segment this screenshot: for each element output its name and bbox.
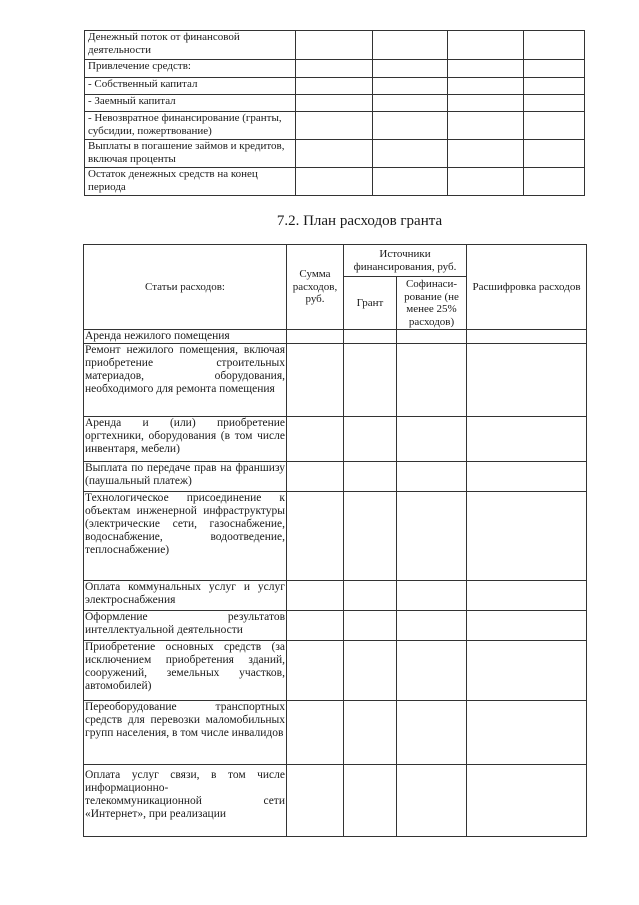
expense-item-text: Ремонт нежилого помещения, включая приобретение строительных материадов, оборудования, необходимого для ремонта помещения xyxy=(85,344,285,395)
table-cell xyxy=(467,765,587,837)
table-row xyxy=(85,60,585,78)
table-cell xyxy=(296,31,373,60)
table-cell xyxy=(287,701,344,765)
table-cell xyxy=(448,31,524,60)
table-row xyxy=(84,417,587,462)
header-breakdown: Расшифровка расходов xyxy=(467,245,587,330)
table-cell xyxy=(296,60,373,78)
expenses-table xyxy=(83,244,587,837)
cashflow-row-label: - Невозвратное финансирование (гранты, субсидии, пожертвование) xyxy=(85,112,296,140)
table-cell xyxy=(344,765,397,837)
table-cell xyxy=(344,417,397,462)
table-row xyxy=(84,765,587,837)
table-cell xyxy=(373,31,448,60)
table-cell xyxy=(373,112,448,140)
table-cell xyxy=(287,641,344,701)
table-cell xyxy=(344,701,397,765)
table-cell xyxy=(397,492,467,581)
table-row xyxy=(84,492,587,581)
table-cell xyxy=(344,641,397,701)
expense-item-label xyxy=(84,641,287,701)
table-cell xyxy=(448,112,524,140)
table-cell xyxy=(296,140,373,168)
table-cell xyxy=(467,581,587,611)
table-cell xyxy=(448,78,524,95)
header-grant: Грант xyxy=(344,277,397,330)
table-cell xyxy=(397,417,467,462)
table-row xyxy=(85,31,585,60)
table-cell xyxy=(287,344,344,417)
table-cell xyxy=(524,140,585,168)
table-row xyxy=(84,462,587,492)
table-cell xyxy=(373,168,448,196)
table-cell xyxy=(344,581,397,611)
expense-item-text: Аренда нежилого помещения xyxy=(85,330,230,342)
table-cell xyxy=(524,31,585,60)
section-title: 7.2. План расходов гранта xyxy=(276,213,443,229)
header-cofinancing: Софинаси-рование (не менее 25% расходов) xyxy=(397,277,467,330)
expense-item-text: Выплата по передаче прав на франшизу (паушальный платеж) xyxy=(85,462,285,487)
cashflow-row-label: Привлечение средств: xyxy=(85,60,296,78)
cashflow-row-label: Денежный поток от финансовой деятельности xyxy=(85,31,296,60)
table-cell xyxy=(344,611,397,641)
table-cell xyxy=(448,168,524,196)
table-cell xyxy=(397,611,467,641)
table-cell xyxy=(344,492,397,581)
table-row xyxy=(85,112,585,140)
expense-item-text: Технологическое присоединение к объектам инженерной инфраструктуры (электрические сети, газоснабжение, водоснабжение, водоотведение, теплоснабжение) xyxy=(85,492,285,556)
expense-item-label xyxy=(84,462,287,492)
expense-item-text: Оформление результатов интеллектуальной деятельности xyxy=(85,611,285,636)
table-cell xyxy=(287,611,344,641)
table-cell xyxy=(344,462,397,492)
table-cell xyxy=(397,641,467,701)
expense-item-label xyxy=(84,611,287,641)
table-cell xyxy=(397,330,467,344)
table-cell xyxy=(467,492,587,581)
header-items: Статьи расходов: xyxy=(84,245,287,330)
table-cell xyxy=(344,330,397,344)
table-row xyxy=(85,95,585,112)
table-cell xyxy=(448,140,524,168)
expense-item-label xyxy=(84,344,287,417)
expense-item-label xyxy=(84,581,287,611)
table-cell xyxy=(467,330,587,344)
table-cell xyxy=(373,95,448,112)
expense-item-text: Оплата услуг связи, в том числе информационно-телекоммуникационной сети «Интернет», при реализации xyxy=(85,769,285,820)
table-cell xyxy=(524,112,585,140)
table-cell xyxy=(524,95,585,112)
table-cell xyxy=(448,60,524,78)
table-row xyxy=(84,611,587,641)
table-cell xyxy=(397,701,467,765)
table-cell xyxy=(467,462,587,492)
table-cell xyxy=(287,765,344,837)
table-cell xyxy=(296,95,373,112)
expense-item-label xyxy=(84,417,287,462)
table-cell xyxy=(467,611,587,641)
table-cell xyxy=(524,78,585,95)
table-header-row xyxy=(84,245,587,277)
table-cell xyxy=(397,765,467,837)
table-cell xyxy=(448,95,524,112)
table-cell xyxy=(344,344,397,417)
table-cell xyxy=(467,344,587,417)
expense-item-text: Переоборудование транспортных средств для перевозки маломобильных групп населения, в том числе инвалидов xyxy=(85,701,285,739)
cashflow-table xyxy=(84,30,585,196)
table-cell xyxy=(467,641,587,701)
table-row xyxy=(85,78,585,95)
expense-item-text: Приобретение основных средств (за исключением приобретения зданий, сооружений, земельных участков, автомобилей) xyxy=(85,641,285,692)
expense-item-label xyxy=(84,330,287,344)
table-row xyxy=(84,701,587,765)
expense-item-label xyxy=(84,492,287,581)
cashflow-row-label: Остаток денежных средств на конец периода xyxy=(85,168,296,196)
table-cell xyxy=(373,140,448,168)
table-cell xyxy=(287,330,344,344)
cashflow-row-label: Выплаты в погашение займов и кредитов, включая проценты xyxy=(85,140,296,168)
table-row xyxy=(85,140,585,168)
cashflow-row-label: - Собственный капитал xyxy=(85,78,296,95)
expense-item-label xyxy=(84,701,287,765)
table-cell xyxy=(397,462,467,492)
header-amount: Сумма расходов, руб. xyxy=(287,245,344,330)
table-cell xyxy=(287,417,344,462)
expense-item-label xyxy=(84,765,287,837)
table-cell xyxy=(373,60,448,78)
table-cell xyxy=(287,581,344,611)
table-row xyxy=(84,330,587,344)
table-cell xyxy=(397,581,467,611)
table-cell xyxy=(296,168,373,196)
table-row xyxy=(84,344,587,417)
table-cell xyxy=(373,78,448,95)
table-cell xyxy=(467,417,587,462)
table-cell xyxy=(524,168,585,196)
table-cell xyxy=(296,112,373,140)
table-cell xyxy=(397,344,467,417)
expense-item-text: Оплата коммунальных услуг и услуг электроснабжения xyxy=(85,581,285,606)
cashflow-row-label: - Заемный капитал xyxy=(85,95,296,112)
table-cell xyxy=(287,462,344,492)
expense-item-text: Аренда и (или) приобретение оргтехники, оборудования (в том числе инвентаря, мебели) xyxy=(85,417,285,455)
table-cell xyxy=(287,492,344,581)
table-row xyxy=(84,581,587,611)
header-sources: Источники финансирования, руб. xyxy=(344,245,467,277)
table-row xyxy=(85,168,585,196)
table-cell xyxy=(296,78,373,95)
table-cell xyxy=(524,60,585,78)
table-cell xyxy=(467,701,587,765)
table-row xyxy=(84,641,587,701)
